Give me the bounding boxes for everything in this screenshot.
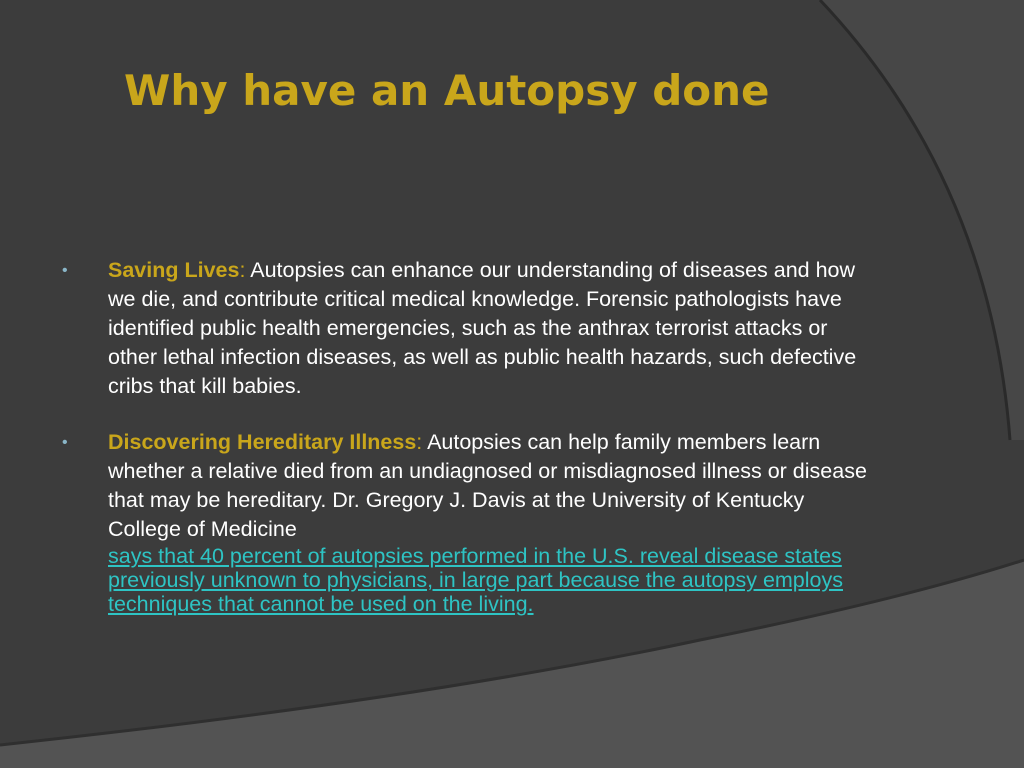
- bullet-hereditary-illness: [60, 428, 880, 616]
- slide-title: Why have an Autopsy done: [124, 66, 770, 115]
- source-link[interactable]: says that 40 percent of autopsies performed in the U.S. reveal disease states previously unknown to physicians, in large part because the autopsy employs techniques that cannot be used on the living.: [108, 544, 843, 616]
- bullet-text: Autopsies can help family members learn whether a relative died from an undiagnosed or misdiagnosed illness or disease that may be hereditary. Dr. Gregory J. Davis at the University of Kentucky College of Medicine: [108, 430, 867, 541]
- bullet-text: Autopsies can enhance our understanding of diseases and how we die, and contribute critical medical knowledge. Forensic pathologists have identified public health emergencies, such as the anthrax terrorist attacks or other lethal infection diseases, as well as public health hazards, such defective cribs that kill babies.: [108, 258, 857, 398]
- bullet-saving-lives: [60, 256, 880, 401]
- bullet-list: [60, 256, 880, 616]
- bullet-dot-icon: •: [62, 434, 68, 451]
- bullet-dot-icon: •: [62, 262, 68, 279]
- bullet-term: Saving Lives: [108, 258, 240, 282]
- bullet-colon: :: [239, 258, 246, 282]
- bullet-term: Discovering Hereditary Illness: [108, 430, 417, 454]
- bullet-colon: :: [416, 430, 423, 454]
